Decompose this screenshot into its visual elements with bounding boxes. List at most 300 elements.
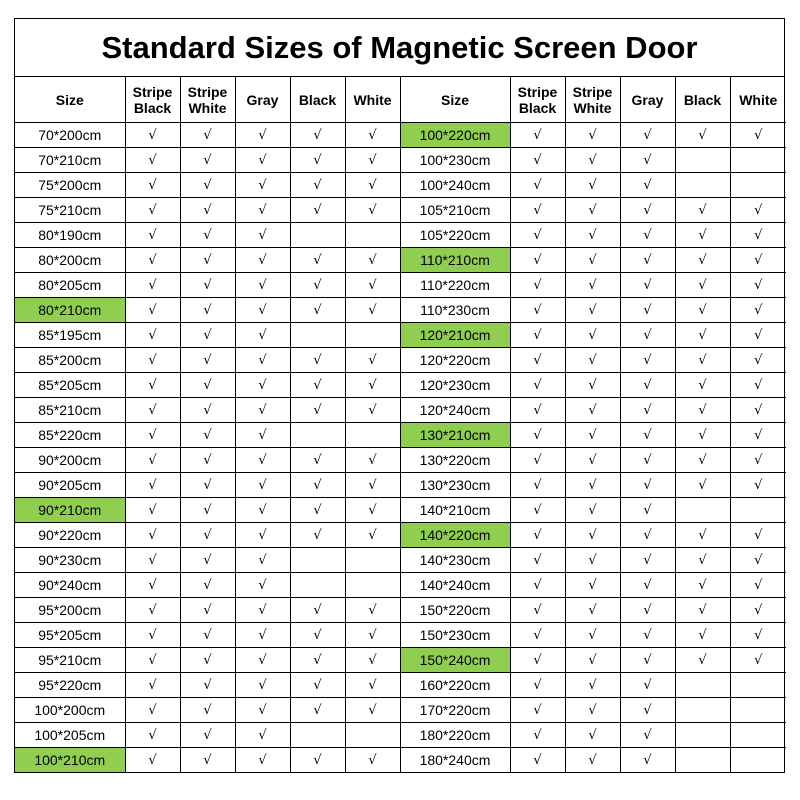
availability-cell-gray: √ [235, 423, 290, 448]
availability-cell-black: √ [290, 373, 345, 398]
availability-cell-black: √ [290, 248, 345, 273]
availability-cell-white: √ [730, 223, 786, 248]
availability-cell-white: √ [345, 173, 400, 198]
availability-cell-black [290, 548, 345, 573]
availability-cell-gray: √ [235, 573, 290, 598]
size-cell: 95*210cm [15, 648, 125, 673]
availability-cell-white [345, 223, 400, 248]
availability-cell-gray: √ [235, 323, 290, 348]
table-row [15, 173, 786, 198]
size-cell: 140*230cm [400, 548, 510, 573]
availability-cell-stripe-black: √ [510, 598, 565, 623]
size-cell: 100*240cm [400, 173, 510, 198]
header-gray: Gray [235, 77, 290, 123]
availability-cell-gray: √ [620, 673, 675, 698]
availability-cell-stripe-black: √ [510, 148, 565, 173]
availability-cell-white [345, 423, 400, 448]
size-cell: 90*205cm [15, 473, 125, 498]
availability-cell-black: √ [290, 448, 345, 473]
availability-cell-black: √ [675, 323, 730, 348]
availability-cell-black [675, 673, 730, 698]
size-table [15, 77, 786, 772]
availability-cell-black [290, 223, 345, 248]
availability-cell-black: √ [675, 548, 730, 573]
availability-cell-gray: √ [620, 373, 675, 398]
availability-cell-stripe-black: √ [125, 673, 180, 698]
header-black: Black [290, 77, 345, 123]
size-cell: 95*205cm [15, 623, 125, 648]
availability-cell-stripe-white: √ [180, 648, 235, 673]
header-white: White [345, 77, 400, 123]
availability-cell-black: √ [290, 273, 345, 298]
availability-cell-black: √ [675, 248, 730, 273]
availability-cell-black: √ [675, 223, 730, 248]
availability-cell-gray: √ [620, 348, 675, 373]
header-row [15, 77, 786, 123]
availability-cell-gray: √ [235, 298, 290, 323]
size-chart [14, 18, 785, 773]
availability-cell-gray: √ [235, 523, 290, 548]
availability-cell-gray: √ [620, 448, 675, 473]
availability-cell-white: √ [345, 523, 400, 548]
availability-cell-white: √ [345, 123, 400, 148]
table-row [15, 423, 786, 448]
table-row [15, 448, 786, 473]
availability-cell-stripe-black: √ [125, 523, 180, 548]
table-row [15, 673, 786, 698]
size-cell: 85*195cm [15, 323, 125, 348]
availability-cell-stripe-white: √ [565, 473, 620, 498]
availability-cell-stripe-white: √ [565, 323, 620, 348]
availability-cell-stripe-black: √ [125, 698, 180, 723]
availability-cell-black: √ [675, 348, 730, 373]
availability-cell-stripe-white: √ [565, 523, 620, 548]
availability-cell-white: √ [730, 523, 786, 548]
availability-cell-white [730, 173, 786, 198]
size-cell: 110*220cm [400, 273, 510, 298]
availability-cell-stripe-white: √ [180, 673, 235, 698]
availability-cell-black: √ [290, 648, 345, 673]
availability-cell-white: √ [730, 248, 786, 273]
header-stripe-black: Stripe Black [125, 77, 180, 123]
availability-cell-white: √ [345, 498, 400, 523]
table-row [15, 298, 786, 323]
availability-cell-white: √ [345, 373, 400, 398]
availability-cell-white: √ [730, 448, 786, 473]
availability-cell-stripe-white: √ [565, 373, 620, 398]
availability-cell-stripe-black: √ [125, 248, 180, 273]
availability-cell-stripe-white: √ [565, 298, 620, 323]
chart-title: Standard Sizes of Magnetic Screen Door [15, 19, 784, 77]
availability-cell-black: √ [290, 748, 345, 773]
availability-cell-black: √ [675, 623, 730, 648]
availability-cell-white [730, 498, 786, 523]
table-body [15, 123, 786, 773]
availability-cell-white: √ [730, 573, 786, 598]
availability-cell-stripe-white: √ [565, 723, 620, 748]
availability-cell-stripe-black: √ [125, 473, 180, 498]
availability-cell-stripe-white: √ [565, 548, 620, 573]
availability-cell-white: √ [730, 548, 786, 573]
availability-cell-white: √ [345, 273, 400, 298]
availability-cell-stripe-white: √ [565, 648, 620, 673]
availability-cell-gray: √ [235, 198, 290, 223]
size-cell: 90*220cm [15, 523, 125, 548]
availability-cell-stripe-black: √ [125, 548, 180, 573]
availability-cell-stripe-white: √ [565, 423, 620, 448]
availability-cell-stripe-black: √ [125, 623, 180, 648]
availability-cell-stripe-black: √ [125, 273, 180, 298]
availability-cell-stripe-white: √ [180, 148, 235, 173]
availability-cell-black: √ [290, 598, 345, 623]
size-cell: 140*220cm [400, 523, 510, 548]
availability-cell-stripe-white: √ [565, 173, 620, 198]
table-row [15, 723, 786, 748]
availability-cell-white: √ [730, 473, 786, 498]
size-cell: 120*220cm [400, 348, 510, 373]
availability-cell-stripe-black: √ [125, 748, 180, 773]
size-cell: 70*210cm [15, 148, 125, 173]
availability-cell-stripe-white: √ [180, 223, 235, 248]
size-cell: 160*220cm [400, 673, 510, 698]
availability-cell-black: √ [675, 423, 730, 448]
availability-cell-black: √ [290, 123, 345, 148]
availability-cell-gray: √ [235, 123, 290, 148]
availability-cell-stripe-white: √ [565, 698, 620, 723]
availability-cell-black: √ [290, 198, 345, 223]
availability-cell-gray: √ [235, 448, 290, 473]
availability-cell-black: √ [290, 673, 345, 698]
availability-cell-stripe-black: √ [510, 348, 565, 373]
availability-cell-stripe-white: √ [180, 173, 235, 198]
availability-cell-stripe-black: √ [510, 573, 565, 598]
table-row [15, 648, 786, 673]
availability-cell-gray: √ [235, 598, 290, 623]
availability-cell-white: √ [345, 648, 400, 673]
size-cell: 80*205cm [15, 273, 125, 298]
size-cell: 80*190cm [15, 223, 125, 248]
availability-cell-black: √ [290, 348, 345, 373]
availability-cell-stripe-white: √ [180, 373, 235, 398]
availability-cell-white [345, 723, 400, 748]
availability-cell-black: √ [675, 473, 730, 498]
availability-cell-stripe-black: √ [125, 498, 180, 523]
availability-cell-white [345, 573, 400, 598]
availability-cell-gray: √ [235, 248, 290, 273]
availability-cell-white [345, 323, 400, 348]
size-cell: 140*240cm [400, 573, 510, 598]
availability-cell-stripe-white: √ [565, 223, 620, 248]
table-row [15, 573, 786, 598]
availability-cell-white: √ [345, 473, 400, 498]
availability-cell-gray: √ [235, 623, 290, 648]
availability-cell-stripe-white: √ [565, 273, 620, 298]
header-stripe-black: Stripe Black [510, 77, 565, 123]
availability-cell-stripe-black: √ [510, 248, 565, 273]
availability-cell-white [730, 748, 786, 773]
header-white: White [730, 77, 786, 123]
availability-cell-black [675, 148, 730, 173]
availability-cell-stripe-black: √ [510, 648, 565, 673]
availability-cell-white [345, 548, 400, 573]
availability-cell-black: √ [290, 148, 345, 173]
availability-cell-gray: √ [235, 548, 290, 573]
size-cell: 95*220cm [15, 673, 125, 698]
size-cell: 85*210cm [15, 398, 125, 423]
header-black: Black [675, 77, 730, 123]
size-cell: 95*200cm [15, 598, 125, 623]
availability-cell-black: √ [675, 298, 730, 323]
availability-cell-black [290, 423, 345, 448]
size-cell: 180*220cm [400, 723, 510, 748]
availability-cell-stripe-black: √ [125, 573, 180, 598]
availability-cell-stripe-black: √ [510, 423, 565, 448]
availability-cell-gray: √ [235, 673, 290, 698]
availability-cell-gray: √ [620, 648, 675, 673]
availability-cell-stripe-white: √ [180, 423, 235, 448]
table-row [15, 248, 786, 273]
availability-cell-black [675, 698, 730, 723]
availability-cell-stripe-black: √ [510, 448, 565, 473]
availability-cell-gray: √ [620, 498, 675, 523]
availability-cell-gray: √ [235, 373, 290, 398]
header-gray: Gray [620, 77, 675, 123]
availability-cell-black [290, 723, 345, 748]
availability-cell-gray: √ [620, 398, 675, 423]
availability-cell-stripe-black: √ [510, 673, 565, 698]
availability-cell-stripe-white: √ [180, 248, 235, 273]
availability-cell-black [675, 173, 730, 198]
availability-cell-stripe-black: √ [510, 748, 565, 773]
size-cell: 140*210cm [400, 498, 510, 523]
size-cell: 150*240cm [400, 648, 510, 673]
size-cell: 110*210cm [400, 248, 510, 273]
size-cell: 150*220cm [400, 598, 510, 623]
size-cell: 130*220cm [400, 448, 510, 473]
availability-cell-gray: √ [235, 498, 290, 523]
table-row [15, 373, 786, 398]
availability-cell-stripe-white: √ [180, 398, 235, 423]
size-cell: 85*205cm [15, 373, 125, 398]
availability-cell-stripe-black: √ [510, 723, 565, 748]
header-size: Size [15, 77, 125, 123]
availability-cell-stripe-black: √ [510, 298, 565, 323]
availability-cell-stripe-black: √ [510, 698, 565, 723]
size-cell: 150*230cm [400, 623, 510, 648]
availability-cell-stripe-black: √ [125, 298, 180, 323]
size-cell: 180*240cm [400, 748, 510, 773]
size-cell: 105*210cm [400, 198, 510, 223]
size-cell: 130*230cm [400, 473, 510, 498]
availability-cell-white: √ [730, 323, 786, 348]
availability-cell-black: √ [675, 598, 730, 623]
availability-cell-stripe-black: √ [125, 448, 180, 473]
availability-cell-white: √ [730, 598, 786, 623]
availability-cell-white: √ [345, 598, 400, 623]
table-row [15, 548, 786, 573]
availability-cell-black: √ [675, 448, 730, 473]
availability-cell-white: √ [730, 398, 786, 423]
availability-cell-gray: √ [620, 123, 675, 148]
availability-cell-gray: √ [235, 348, 290, 373]
availability-cell-gray: √ [620, 198, 675, 223]
size-cell: 85*220cm [15, 423, 125, 448]
availability-cell-gray: √ [235, 173, 290, 198]
availability-cell-stripe-white: √ [180, 448, 235, 473]
availability-cell-black: √ [290, 623, 345, 648]
availability-cell-stripe-white: √ [180, 473, 235, 498]
availability-cell-stripe-white: √ [180, 298, 235, 323]
availability-cell-gray: √ [620, 623, 675, 648]
availability-cell-stripe-black: √ [125, 173, 180, 198]
availability-cell-stripe-white: √ [180, 198, 235, 223]
availability-cell-stripe-black: √ [510, 123, 565, 148]
availability-cell-gray: √ [235, 648, 290, 673]
size-cell: 90*200cm [15, 448, 125, 473]
availability-cell-black: √ [675, 648, 730, 673]
availability-cell-black: √ [290, 498, 345, 523]
availability-cell-gray: √ [620, 598, 675, 623]
availability-cell-stripe-white: √ [565, 123, 620, 148]
table-row [15, 498, 786, 523]
size-cell: 100*220cm [400, 123, 510, 148]
availability-cell-black: √ [675, 198, 730, 223]
table-row [15, 223, 786, 248]
table-row [15, 748, 786, 773]
size-cell: 120*240cm [400, 398, 510, 423]
table-row [15, 148, 786, 173]
availability-cell-gray: √ [235, 473, 290, 498]
availability-cell-stripe-white: √ [565, 398, 620, 423]
availability-cell-stripe-white: √ [180, 573, 235, 598]
availability-cell-stripe-black: √ [125, 123, 180, 148]
availability-cell-stripe-white: √ [180, 748, 235, 773]
availability-cell-stripe-white: √ [180, 623, 235, 648]
availability-cell-black [290, 323, 345, 348]
availability-cell-stripe-black: √ [125, 648, 180, 673]
availability-cell-gray: √ [620, 548, 675, 573]
availability-cell-white: √ [345, 248, 400, 273]
availability-cell-gray: √ [620, 423, 675, 448]
availability-cell-stripe-white: √ [565, 198, 620, 223]
availability-cell-gray: √ [620, 173, 675, 198]
availability-cell-black: √ [290, 698, 345, 723]
availability-cell-stripe-black: √ [125, 723, 180, 748]
header-stripe-white: Stripe White [565, 77, 620, 123]
availability-cell-stripe-black: √ [510, 198, 565, 223]
table-row [15, 623, 786, 648]
table-row [15, 198, 786, 223]
availability-cell-stripe-white: √ [180, 323, 235, 348]
header-size: Size [400, 77, 510, 123]
availability-cell-gray: √ [620, 523, 675, 548]
size-cell: 90*240cm [15, 573, 125, 598]
availability-cell-black [675, 723, 730, 748]
availability-cell-stripe-black: √ [510, 623, 565, 648]
availability-cell-stripe-black: √ [125, 598, 180, 623]
availability-cell-black: √ [675, 523, 730, 548]
availability-cell-black: √ [290, 173, 345, 198]
availability-cell-stripe-black: √ [510, 473, 565, 498]
availability-cell-white [730, 698, 786, 723]
availability-cell-gray: √ [620, 223, 675, 248]
availability-cell-stripe-white: √ [180, 523, 235, 548]
availability-cell-black: √ [675, 273, 730, 298]
size-cell: 100*210cm [15, 748, 125, 773]
availability-cell-stripe-white: √ [565, 748, 620, 773]
header-stripe-white: Stripe White [180, 77, 235, 123]
availability-cell-black [675, 748, 730, 773]
size-cell: 100*200cm [15, 698, 125, 723]
availability-cell-black: √ [675, 123, 730, 148]
availability-cell-white: √ [730, 623, 786, 648]
size-cell: 75*200cm [15, 173, 125, 198]
availability-cell-gray: √ [235, 148, 290, 173]
availability-cell-stripe-black: √ [510, 323, 565, 348]
availability-cell-gray: √ [620, 698, 675, 723]
availability-cell-stripe-black: √ [510, 373, 565, 398]
availability-cell-black: √ [675, 573, 730, 598]
availability-cell-gray: √ [620, 298, 675, 323]
availability-cell-white: √ [345, 348, 400, 373]
availability-cell-white: √ [730, 273, 786, 298]
availability-cell-black: √ [290, 398, 345, 423]
size-cell: 100*205cm [15, 723, 125, 748]
size-cell: 90*230cm [15, 548, 125, 573]
availability-cell-white: √ [345, 298, 400, 323]
availability-cell-gray: √ [235, 223, 290, 248]
size-cell: 70*200cm [15, 123, 125, 148]
size-cell: 90*210cm [15, 498, 125, 523]
size-cell: 120*210cm [400, 323, 510, 348]
table-row [15, 698, 786, 723]
availability-cell-white: √ [345, 398, 400, 423]
size-cell: 85*200cm [15, 348, 125, 373]
availability-cell-stripe-black: √ [125, 423, 180, 448]
size-cell: 80*200cm [15, 248, 125, 273]
availability-cell-black: √ [290, 473, 345, 498]
table-row [15, 523, 786, 548]
availability-cell-stripe-black: √ [125, 198, 180, 223]
availability-cell-stripe-black: √ [125, 223, 180, 248]
availability-cell-gray: √ [620, 573, 675, 598]
availability-cell-gray: √ [235, 273, 290, 298]
availability-cell-gray: √ [620, 748, 675, 773]
availability-cell-gray: √ [235, 723, 290, 748]
availability-cell-white [730, 148, 786, 173]
availability-cell-white [730, 723, 786, 748]
size-cell: 75*210cm [15, 198, 125, 223]
availability-cell-stripe-white: √ [180, 348, 235, 373]
availability-cell-white: √ [345, 698, 400, 723]
availability-cell-gray: √ [620, 273, 675, 298]
availability-cell-gray: √ [620, 248, 675, 273]
availability-cell-gray: √ [620, 723, 675, 748]
availability-cell-stripe-black: √ [125, 323, 180, 348]
table-row [15, 323, 786, 348]
availability-cell-gray: √ [620, 473, 675, 498]
availability-cell-stripe-white: √ [180, 273, 235, 298]
availability-cell-black: √ [675, 398, 730, 423]
availability-cell-stripe-white: √ [565, 448, 620, 473]
availability-cell-gray: √ [620, 323, 675, 348]
table-row [15, 348, 786, 373]
availability-cell-stripe-black: √ [510, 548, 565, 573]
availability-cell-black: √ [290, 298, 345, 323]
size-cell: 120*230cm [400, 373, 510, 398]
availability-cell-stripe-white: √ [565, 598, 620, 623]
availability-cell-stripe-black: √ [510, 223, 565, 248]
